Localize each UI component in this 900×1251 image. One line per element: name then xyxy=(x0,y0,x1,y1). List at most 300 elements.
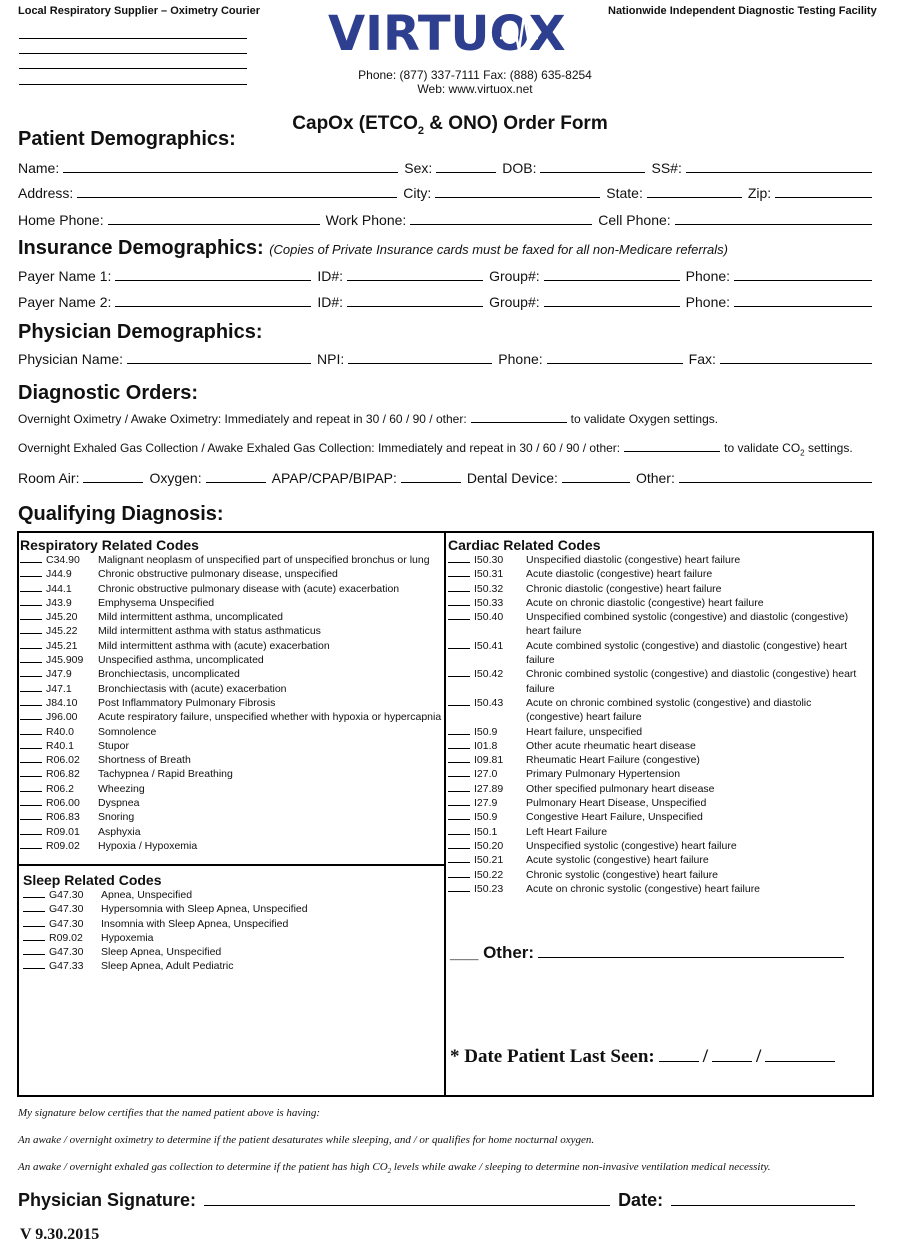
signature-row xyxy=(18,1190,863,1211)
contact-phone-fax: Phone: (877) 337-7111 Fax: (888) 635-8254 xyxy=(358,68,592,82)
diagnosis-code-item xyxy=(448,868,870,882)
physician-name-field[interactable] xyxy=(127,352,311,364)
code-check-blank[interactable] xyxy=(23,945,45,955)
diagnosis-code: I50.32 xyxy=(474,582,504,595)
code-check-blank[interactable] xyxy=(448,825,470,835)
diagnosis-code-item xyxy=(23,917,441,931)
city-field[interactable] xyxy=(435,186,600,198)
diagnosis-code: J43.9 xyxy=(46,596,72,609)
diagnosis-description: Chronic diastolic (congestive) heart failure xyxy=(526,582,722,595)
date-month-field[interactable] xyxy=(659,1050,699,1062)
diagnosis-description: Asphyxia xyxy=(98,825,141,838)
diagnosis-description: Apnea, Unspecified xyxy=(101,889,193,901)
date-year-field[interactable] xyxy=(765,1050,835,1062)
id-label: ID#: xyxy=(317,268,344,284)
diagnosis-code: I50.20 xyxy=(474,839,504,852)
contact-web: Web: www.virtuox.net xyxy=(417,82,533,96)
group-label: Group#: xyxy=(489,268,540,284)
diagnosis-description: Mild intermittent asthma, uncomplicated xyxy=(98,611,283,624)
diagnosis-description: Post Inflammatory Pulmonary Fibrosis xyxy=(98,696,276,709)
diagnosis-description: Primary Pulmonary Hypertension xyxy=(526,768,681,781)
diagnosis-code: I50.23 xyxy=(474,882,504,895)
diagnosis-code: J45.20 xyxy=(46,611,78,624)
code-check-blank[interactable] xyxy=(20,567,42,577)
signature-date-field[interactable] xyxy=(671,1192,855,1206)
zip-label: Zip: xyxy=(747,185,772,201)
room-air-field[interactable] xyxy=(83,471,143,483)
city-label: City: xyxy=(403,185,432,201)
address-label: Address: xyxy=(18,185,74,201)
diagnosis-code-item xyxy=(448,810,870,824)
oximetry-order-text: Overnight Oximetry / Awake Oximetry: Immediately and repeat in 30 / 60 / 90 / other: xyxy=(18,412,467,426)
code-check-blank[interactable] xyxy=(23,959,45,969)
patient-row-3 xyxy=(18,212,878,228)
dob-field[interactable] xyxy=(540,161,645,173)
ssn-field[interactable] xyxy=(686,161,872,173)
diagnosis-code-item xyxy=(23,888,441,902)
diagnosis-description: Other specified pulmonary heart disease xyxy=(526,782,715,795)
diagnosis-code: I50.33 xyxy=(474,596,504,609)
diagnosis-code: I50.9 xyxy=(474,811,498,824)
date-last-seen-label: * Date Patient Last Seen: xyxy=(450,1046,655,1067)
version-label: V 9.30.2015 xyxy=(20,1226,100,1243)
diagnosis-heading: Qualifying Diagnosis: xyxy=(18,503,224,525)
diagnosis-code: I50.9 xyxy=(474,725,498,738)
supplier-title: Local Respiratory Supplier – Oximetry Courier xyxy=(18,5,261,17)
diagnosis-description: Acute combined systolic (congestive) and diastolic (congestive) heart failure xyxy=(526,639,847,667)
diagnosis-code: J96.00 xyxy=(46,711,78,724)
equipment-row xyxy=(18,470,878,486)
sleep-code-list xyxy=(23,888,441,974)
code-check-blank[interactable] xyxy=(448,782,470,792)
npi-field[interactable] xyxy=(348,352,492,364)
diagnosis-code-item xyxy=(20,582,442,596)
oximetry-order-tail: to validate Oxygen settings. xyxy=(570,412,719,426)
diagnosis-description: Hypersomnia with Sleep Apnea, Unspecified xyxy=(101,903,308,916)
physician-row xyxy=(18,351,878,367)
state-label: State: xyxy=(606,185,643,201)
logo-wordmark: VIRTUOX xyxy=(328,6,566,62)
diagnosis-description: Sleep Apnea, Unspecified xyxy=(101,946,222,959)
diagnosis-description: Acute on chronic systolic (congestive) heart failure xyxy=(526,882,761,895)
cell-phone-field[interactable] xyxy=(675,213,872,225)
physician-name-label: Physician Name: xyxy=(18,351,124,367)
payer-row-1 xyxy=(18,268,878,284)
diagnosis-description: Wheezing xyxy=(98,782,145,795)
signature-date-label: Date: xyxy=(618,1190,664,1210)
date-separator: / xyxy=(756,1046,762,1067)
diagnosis-code: R40.0 xyxy=(46,725,75,738)
diagnosis-divider-vertical xyxy=(444,531,446,1097)
diagnosis-code-item xyxy=(20,767,442,781)
diagnosis-code-item xyxy=(448,753,870,767)
diagnosis-code-item xyxy=(23,902,441,916)
diagnosis-code: J45.22 xyxy=(46,625,78,638)
code-check-blank[interactable] xyxy=(20,667,42,677)
diagnosis-code: I27.9 xyxy=(474,797,498,810)
code-check-blank[interactable] xyxy=(448,868,470,878)
other-diagnosis-field[interactable] xyxy=(538,946,844,958)
phone-label: Phone: xyxy=(685,294,731,310)
diagnosis-code-item xyxy=(448,767,870,781)
sleep-title: Sleep Related Codes xyxy=(23,872,162,888)
patient-row-1 xyxy=(18,160,878,176)
code-check-blank[interactable] xyxy=(20,767,42,777)
payer-row-2 xyxy=(18,294,878,310)
diagnosis-code: G47.30 xyxy=(49,917,84,930)
diagnosis-code-item xyxy=(448,739,870,753)
facility-title: Nationwide Independent Diagnostic Testing Facility xyxy=(608,5,877,17)
diagnosis-code: R06.82 xyxy=(46,768,80,781)
code-check-blank[interactable] xyxy=(448,567,470,577)
diagnosis-code-item xyxy=(448,782,870,796)
diagnosis-code: J45.909 xyxy=(46,654,84,667)
diagnosis-code: I50.21 xyxy=(474,854,504,867)
code-check-blank[interactable] xyxy=(20,682,42,692)
payer2-field[interactable] xyxy=(115,295,311,307)
diagnosis-code-item xyxy=(20,782,442,796)
other-diagnosis-line xyxy=(450,943,848,963)
diagnosis-code: R06.00 xyxy=(46,797,80,810)
diagnosis-code: R09.02 xyxy=(49,931,83,944)
home-phone-field[interactable] xyxy=(108,213,320,225)
dental-field[interactable] xyxy=(562,471,630,483)
diagnosis-code: I50.1 xyxy=(474,825,498,838)
diagnosis-description: Bronchiectasis with (acute) exacerbation xyxy=(98,682,287,695)
group-field[interactable] xyxy=(544,269,680,281)
diagnosis-description: Left Heart Failure xyxy=(526,825,608,838)
code-check-blank[interactable] xyxy=(20,725,42,735)
code-check-blank[interactable] xyxy=(448,882,470,892)
code-check-blank[interactable] xyxy=(20,624,42,634)
diagnosis-description: Hypoxemia xyxy=(101,931,154,944)
diagnosis-description: Sleep Apnea, Adult Pediatric xyxy=(101,960,234,973)
id-label: ID#: xyxy=(317,294,344,310)
virtuox-logo xyxy=(328,2,600,64)
id-field[interactable] xyxy=(347,269,483,281)
diagnosis-code-item xyxy=(448,582,870,596)
diagnosis-code-item xyxy=(20,567,442,581)
diagnosis-code: J44.9 xyxy=(46,568,72,581)
diagnosis-code: R40.1 xyxy=(46,739,75,752)
diagnosis-code-item xyxy=(448,825,870,839)
physician-phone-field[interactable] xyxy=(547,352,683,364)
diagnosis-description: Congestive Heart Failure, Unspecified xyxy=(526,811,703,824)
diagnosis-description: Snoring xyxy=(98,811,135,824)
physician-heading: Physician Demographics: xyxy=(18,321,263,343)
diagnosis-description: Unspecified asthma, uncomplicated xyxy=(98,654,264,667)
diagnosis-code: I50.30 xyxy=(474,554,504,566)
diagnosis-code-item xyxy=(20,753,442,767)
respiratory-title: Respiratory Related Codes xyxy=(20,537,199,553)
code-check-blank[interactable] xyxy=(20,653,42,663)
oxygen-label: Oxygen: xyxy=(149,470,202,486)
diagnosis-divider-horizontal xyxy=(17,864,446,866)
diagnosis-description: Rheumatic Heart Failure (congestive) xyxy=(526,754,700,767)
zip-field[interactable] xyxy=(775,186,872,198)
diagnosis-description: Mild intermittent asthma with status asthmaticus xyxy=(98,625,321,638)
diagnosis-code: J47.1 xyxy=(46,682,72,695)
code-check-blank[interactable] xyxy=(20,610,42,620)
diagnosis-code-item xyxy=(20,725,442,739)
group-field-2[interactable] xyxy=(544,295,680,307)
work-phone-field[interactable] xyxy=(410,213,592,225)
diagnosis-code-item xyxy=(20,710,442,724)
physician-signature-field[interactable] xyxy=(204,1192,610,1206)
diagnosis-code-item xyxy=(23,931,441,945)
diagnosis-description: Stupor xyxy=(98,739,129,752)
diagnosis-code-item xyxy=(20,653,442,667)
diagnosis-code-item xyxy=(20,796,442,810)
diagnosis-description: Insomnia with Sleep Apnea, Unspecified xyxy=(101,917,289,930)
diagnosis-code-item xyxy=(23,959,441,973)
code-check-blank[interactable] xyxy=(448,839,470,849)
diagnosis-description: Emphysema Unspecified xyxy=(98,596,215,609)
diagnosis-code: R09.02 xyxy=(46,839,80,852)
code-check-blank[interactable] xyxy=(448,696,470,706)
supplier-line[interactable] xyxy=(19,68,247,69)
diagnosis-description: Unspecified diastolic (congestive) heart failure xyxy=(526,554,741,566)
diagnosis-code: R06.02 xyxy=(46,754,80,767)
work-phone-label: Work Phone: xyxy=(325,212,407,228)
code-check-blank[interactable] xyxy=(23,917,45,927)
payer1-field[interactable] xyxy=(115,269,311,281)
gas-order-text: Overnight Exhaled Gas Collection / Awake Exhaled Gas Collection: Immediately and repeat in 30 / 60 / 90 / other: xyxy=(18,441,621,455)
diagnosis-description: Unspecified systolic (congestive) heart failure xyxy=(526,839,737,852)
other-equipment-field[interactable] xyxy=(679,471,872,483)
diagnosis-code-item xyxy=(20,624,442,638)
diagnosis-code-item xyxy=(448,882,870,896)
sex-field[interactable] xyxy=(436,161,496,173)
diagnosis-code: I50.43 xyxy=(474,696,504,709)
oximetry-other-field[interactable] xyxy=(471,411,567,423)
state-field[interactable] xyxy=(647,186,742,198)
apap-field[interactable] xyxy=(401,471,461,483)
diagnosis-description: Chronic systolic (congestive) heart failure xyxy=(526,868,718,881)
payer1-label: Payer Name 1: xyxy=(18,268,112,284)
diagnosis-code-item xyxy=(448,553,870,567)
code-check-blank[interactable] xyxy=(20,810,42,820)
code-check-blank[interactable] xyxy=(448,810,470,820)
diagnosis-description: Tachypnea / Rapid Breathing xyxy=(98,768,233,781)
supplier-line[interactable] xyxy=(19,38,247,39)
insurance-heading-text: Insurance Demographics: xyxy=(18,237,264,259)
code-check-blank[interactable] xyxy=(448,667,470,677)
other-diagnosis-label: ___ Other: xyxy=(450,943,535,962)
code-check-blank[interactable] xyxy=(448,853,470,863)
code-check-blank[interactable] xyxy=(20,782,42,792)
code-check-blank[interactable] xyxy=(20,553,42,563)
diagnosis-code-item xyxy=(20,639,442,653)
diagnosis-description: Unspecified combined systolic (congestive) and diastolic (congestive) heart failure xyxy=(526,611,849,638)
diagnosis-code-item xyxy=(20,810,442,824)
diagnosis-code: R06.2 xyxy=(46,782,75,795)
patient-row-2 xyxy=(18,185,878,201)
diagnosis-description: Somnolence xyxy=(98,725,157,738)
payer2-label: Payer Name 2: xyxy=(18,294,112,310)
code-check-blank[interactable] xyxy=(20,753,42,763)
code-check-blank[interactable] xyxy=(20,825,42,835)
payer1-phone-field[interactable] xyxy=(734,269,872,281)
oxygen-field[interactable] xyxy=(206,471,266,483)
diagnosis-code-item xyxy=(448,853,870,867)
diagnosis-code-item xyxy=(448,725,870,739)
code-check-blank[interactable] xyxy=(20,696,42,706)
home-phone-label: Home Phone: xyxy=(18,212,104,228)
diagnosis-description: Chronic obstructive pulmonary disease, unspecified xyxy=(98,568,338,581)
diagnosis-code: I01.8 xyxy=(474,739,498,752)
diagnosis-code-item xyxy=(448,796,870,810)
respiratory-code-list xyxy=(20,553,442,853)
diagnosis-description: Acute respiratory failure, unspecified whether with hypoxia or hypercapnia xyxy=(98,711,442,724)
diagnosis-code: I50.22 xyxy=(474,868,504,881)
diagnosis-code: I50.40 xyxy=(474,611,504,624)
phone-label: Phone: xyxy=(685,268,731,284)
code-check-blank[interactable] xyxy=(20,582,42,592)
date-separator: / xyxy=(702,1046,709,1067)
code-check-blank[interactable] xyxy=(448,767,470,777)
diagnosis-code: I27.89 xyxy=(474,782,504,795)
other-label: Other: xyxy=(635,470,675,486)
diagnosis-description: Pulmonary Heart Disease, Unspecified xyxy=(526,797,707,810)
sex-label: Sex: xyxy=(404,160,433,176)
diagnosis-description: Shortness of Breath xyxy=(98,754,191,767)
id-field-2[interactable] xyxy=(347,295,483,307)
code-check-blank[interactable] xyxy=(448,553,470,563)
dental-label: Dental Device: xyxy=(466,470,558,486)
form-title-sub: 2 xyxy=(417,124,425,137)
oximetry-order-line xyxy=(18,411,718,426)
code-check-blank[interactable] xyxy=(20,710,42,720)
cardiac-title: Cardiac Related Codes xyxy=(448,537,601,553)
diagnosis-code: R09.01 xyxy=(46,825,80,838)
diagnosis-description: Dyspnea xyxy=(98,797,140,810)
patient-heading: Patient Demographics: xyxy=(18,128,236,150)
diagnosis-code-item xyxy=(20,610,442,624)
payer2-phone-field[interactable] xyxy=(734,295,872,307)
diagnosis-code-item xyxy=(448,639,870,668)
name-field[interactable] xyxy=(63,161,398,173)
form-title-main: CapOx (ETCO xyxy=(292,113,418,134)
diagnosis-code: G47.33 xyxy=(49,960,84,973)
form-title-tail: & ONO) Order Form xyxy=(424,113,608,134)
diagnosis-code: J45.21 xyxy=(46,639,78,652)
npi-label: NPI: xyxy=(317,351,345,367)
code-check-blank[interactable] xyxy=(448,725,470,735)
code-check-blank[interactable] xyxy=(23,931,45,941)
gas-order-line xyxy=(18,440,853,457)
diagnosis-code-item xyxy=(20,839,442,853)
code-check-blank[interactable] xyxy=(20,796,42,806)
diagnosis-description: Other acute rheumatic heart disease xyxy=(526,739,696,752)
code-check-blank[interactable] xyxy=(20,839,42,849)
orders-heading: Diagnostic Orders: xyxy=(18,382,199,404)
name-label: Name: xyxy=(18,160,60,176)
diagnosis-description: Acute systolic (congestive) heart failure xyxy=(526,854,709,867)
code-check-blank[interactable] xyxy=(448,753,470,763)
code-check-blank[interactable] xyxy=(23,902,45,912)
physician-fax-field[interactable] xyxy=(720,352,872,364)
code-check-blank[interactable] xyxy=(448,596,470,606)
diagnosis-description: Acute diastolic (congestive) heart failure xyxy=(526,568,713,581)
code-check-blank[interactable] xyxy=(20,596,42,606)
code-check-blank[interactable] xyxy=(23,888,45,898)
diagnosis-code-item xyxy=(20,739,442,753)
diagnosis-code: G47.30 xyxy=(49,889,84,901)
diagnosis-description: Chronic combined systolic (congestive) and diastolic (congestive) heart failure xyxy=(526,668,857,695)
diagnosis-code-item xyxy=(20,667,442,681)
diagnosis-code: R06.83 xyxy=(46,811,80,824)
diagnosis-code: I50.42 xyxy=(474,668,504,681)
diagnosis-code-item xyxy=(23,945,441,959)
certification-line-2: An awake / overnight oximetry to determine if the patient desaturates while sleeping, and / or qualifies for home nocturnal oxygen. xyxy=(18,1134,595,1146)
code-check-blank[interactable] xyxy=(20,739,42,749)
supplier-line[interactable] xyxy=(19,84,247,85)
diagnosis-code: I27.0 xyxy=(474,768,498,781)
supplier-line[interactable] xyxy=(19,53,247,54)
diagnosis-description: Heart failure, unspecified xyxy=(526,725,643,738)
diagnosis-code-item xyxy=(20,596,442,610)
diagnosis-code-item xyxy=(20,825,442,839)
code-check-blank[interactable] xyxy=(20,639,42,649)
diagnosis-code: G47.30 xyxy=(49,946,84,959)
certification-line-1: My signature below certifies that the named patient above is having: xyxy=(18,1107,321,1119)
insurance-note: (Copies of Private Insurance cards must be faxed for all non-Medicare referrals) xyxy=(269,242,728,257)
date-day-field[interactable] xyxy=(712,1050,752,1062)
diagnosis-code-item xyxy=(20,553,442,567)
diagnosis-description: Mild intermittent asthma with (acute) exacerbation xyxy=(98,639,330,652)
address-field[interactable] xyxy=(77,186,397,198)
ssn-label: SS#: xyxy=(651,160,682,176)
diagnosis-code-item xyxy=(448,667,870,696)
insurance-heading xyxy=(18,237,728,260)
diagnosis-description: Malignant neoplasm of unspecified part of unspecified bronchus or lung xyxy=(98,554,430,566)
diagnosis-code-item xyxy=(20,682,442,696)
diagnosis-code: I50.31 xyxy=(474,568,504,581)
group-label: Group#: xyxy=(489,294,540,310)
respiratory-section xyxy=(20,537,442,853)
diagnosis-code: G47.30 xyxy=(49,903,84,916)
diagnosis-code: I50.41 xyxy=(474,639,504,652)
code-check-blank[interactable] xyxy=(448,739,470,749)
diagnosis-code: J47.9 xyxy=(46,668,72,681)
gas-other-field[interactable] xyxy=(624,440,720,452)
code-check-blank[interactable] xyxy=(448,639,470,649)
cardiac-section xyxy=(448,537,870,896)
code-check-blank[interactable] xyxy=(448,610,470,620)
diagnosis-description: Chronic obstructive pulmonary disease with (acute) exacerbation xyxy=(98,582,400,595)
room-air-label: Room Air: xyxy=(18,470,80,486)
certification-line-3: An awake / overnight exhaled gas collection to determine if the patient has high $CO_2$ levels while awake / sleeping to determine non-invasive ventilation medical necessity. xyxy=(18,1161,771,1176)
diagnosis-description: Bronchiectasis, uncomplicated xyxy=(98,668,240,681)
gas-order-tail: to validate $CO_2$ settings. xyxy=(724,441,853,458)
diagnosis-description: Acute on chronic combined systolic (congestive) and diastolic (congestive) heart failure xyxy=(526,696,812,724)
sleep-section xyxy=(23,872,441,974)
diagnosis-code: C34.90 xyxy=(46,554,80,566)
physician-phone-label: Phone: xyxy=(498,351,543,367)
diagnosis-code-item xyxy=(448,596,870,610)
diagnosis-code-item xyxy=(448,567,870,581)
code-check-blank[interactable] xyxy=(448,582,470,592)
cardiac-code-list xyxy=(448,553,870,896)
diagnosis-code-item xyxy=(448,839,870,853)
physician-fax-label: Fax: xyxy=(688,351,716,367)
diagnosis-code: I09.81 xyxy=(474,754,504,767)
diagnosis-code-item xyxy=(448,610,870,639)
diagnosis-code-item xyxy=(20,696,442,710)
dob-label: DOB: xyxy=(502,160,537,176)
code-check-blank[interactable] xyxy=(448,796,470,806)
